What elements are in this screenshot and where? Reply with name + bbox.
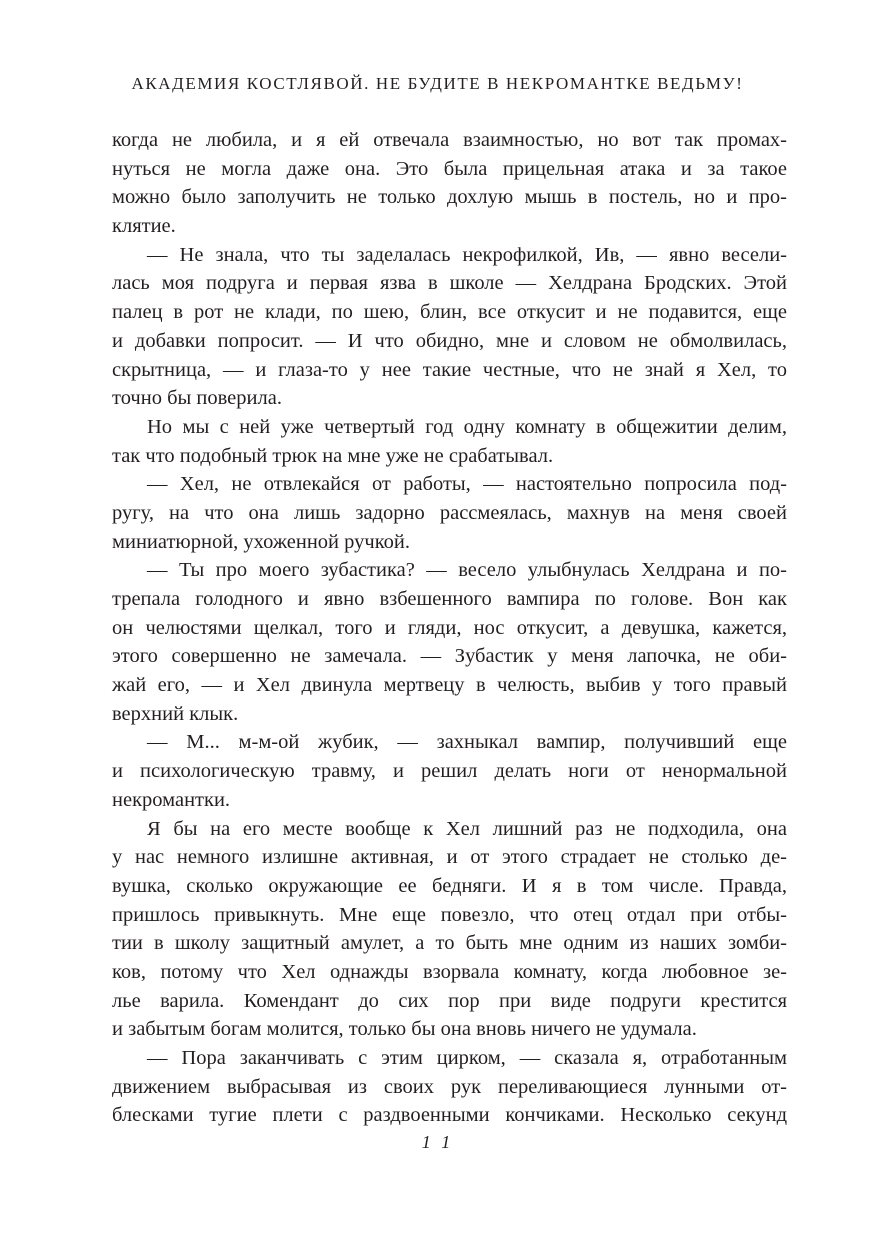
text-line: у нас немного излишне активная, и от этого страдает не столько де-: [112, 846, 787, 869]
text-line: ков, потому что Хел однажды взорвала комнату, когда любовное зе-: [112, 960, 787, 983]
text-line: — Пора заканчивать с этим цирком, — сказала я, отработанным: [147, 1047, 787, 1069]
text-line: этого совершенно не замечала. — Зубастик у меня лапочка, не оби-: [112, 645, 787, 668]
text-line: нуться не могла даже она. Это была прицельная атака и за такое: [112, 157, 787, 180]
text-line: — Ты про моего зубастика? — весело улыбнулась Хелдрана и по-: [147, 559, 787, 582]
text-line: лье варила. Комендант до сих пор при виде подруги крестится: [112, 989, 787, 1012]
text-line: и забытым богам молится, только бы она вновь ничего не удумала.: [112, 1018, 697, 1041]
text-line: палец в рот не клади, по шею, блин, все откусит и не подавится, еще: [112, 301, 787, 324]
text-line: ругу, на что она лишь задорно рассмеялась, махнув на меня своей: [112, 501, 787, 524]
text-line: он челюстями щелкал, того и гляди, нос откусит, а девушка, кажется,: [112, 616, 787, 639]
text-line: и психологическую травму, и решил делать ноги от ненормальной: [112, 760, 787, 783]
text-line: лась моя подруга и первая язва в школе — Хелдрана Бродских. Этой: [112, 272, 787, 295]
text-line: и добавки попросит. — И что обидно, мне и словом не обмолвилась,: [112, 329, 787, 352]
paragraph: [112, 126, 787, 241]
text-line: пришлось привыкнуть. Мне еще повезло, что отец отдал при отбы-: [112, 903, 787, 926]
text-line: — Хел, не отвлекайся от работы, — настоятельно попросила под-: [147, 473, 787, 496]
text-line: Я бы на его месте вообще к Хел лишний раз не подходила, она: [147, 817, 787, 840]
paragraph: [112, 728, 787, 814]
paragraph: [112, 815, 787, 1045]
text-line: скрытница, — и глаза-то у нее такие честные, что не знай я Хел, то: [112, 358, 787, 381]
text-line: — М... м-м-ой жубик, — захныкал вампир, получивший еще: [147, 731, 787, 754]
text-line: можно было заполучить не только дохлую мышь в постель, но и про-: [112, 186, 787, 209]
paragraph: [112, 556, 787, 728]
text-line: трепала голодного и явно взбешенного вампира по голове. Вон как: [112, 588, 787, 610]
text-line: жай его, — и Хел двинула мертвецу в челюсть, выбив у того правый: [112, 674, 787, 697]
paragraph: [112, 413, 787, 470]
text-line: миниатюрной, ухоженной ручкой.: [112, 530, 410, 553]
text-line: клятие.: [112, 215, 176, 238]
text-line: вушка, сколько окружающие ее бедняги. И я в том числе. Правда,: [112, 874, 787, 897]
text-line: блесками тугие плети с раздвоенными кончиками. Несколько секунд: [112, 1104, 787, 1127]
paragraph: [112, 241, 787, 413]
page-number: 1 1: [421, 1132, 454, 1152]
text-line: так что подобный трюк на мне уже не срабатывал.: [112, 444, 554, 467]
paragraph: [112, 1044, 787, 1130]
text-line: точно бы поверила.: [112, 387, 282, 410]
text-line: некромантки.: [112, 788, 231, 811]
body-text: [112, 126, 787, 1130]
text-line: — Не знала, что ты заделалась некрофилкой, Ив, — явно весели-: [147, 243, 787, 266]
text-line: тии в школу защитный амулет, а то быть мне одним из наших зомби-: [112, 932, 787, 955]
text-line: когда не любила, и я ей отвечала взаимностью, но вот так промах-: [112, 129, 787, 151]
text-line: Но мы с ней уже четвертый год одну комнату в общежитии делим,: [147, 415, 787, 438]
text-line: верхний клык.: [112, 702, 239, 725]
paragraph: [112, 470, 787, 556]
running-head: АКАДЕМИЯ КОСТЛЯВОЙ. НЕ БУДИТЕ В НЕКРОМАНТКЕ ВЕДЬМУ!: [131, 74, 744, 93]
text-line: движением выбрасывая из своих рук переливающиеся лунными от-: [112, 1075, 787, 1098]
